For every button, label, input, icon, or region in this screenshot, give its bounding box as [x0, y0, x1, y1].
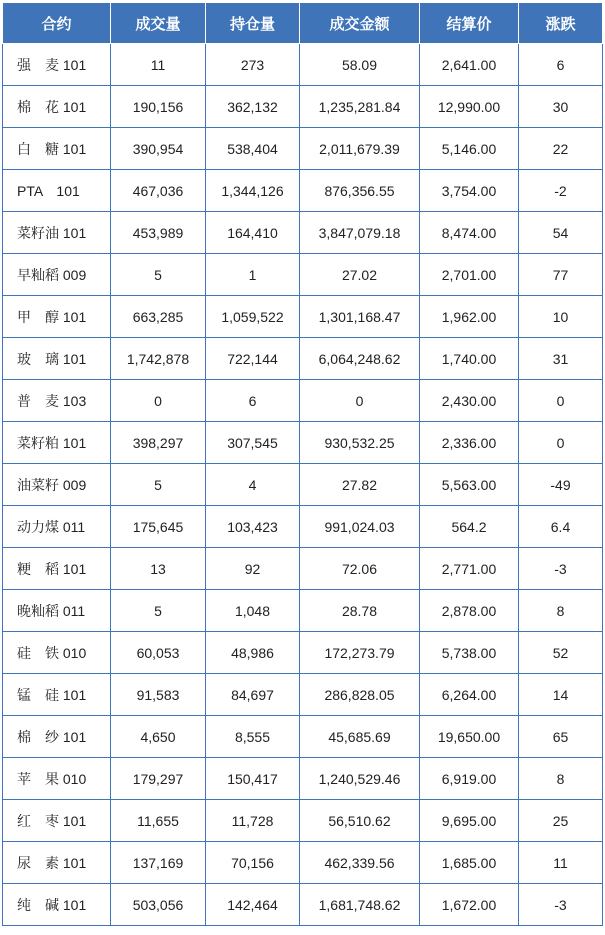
cell-open-interest: 307,545 [206, 422, 300, 464]
cell-change: 8 [519, 758, 603, 800]
cell-open-interest: 92 [206, 548, 300, 590]
table-row [3, 674, 603, 716]
table-row [3, 464, 603, 506]
cell-volume: 179,297 [111, 758, 206, 800]
cell-change: -49 [519, 464, 603, 506]
cell-turnover: 6,064,248.62 [300, 338, 420, 380]
cell-change: -3 [519, 884, 603, 926]
table-row [3, 212, 603, 254]
table-row [3, 170, 603, 212]
table-row [3, 506, 603, 548]
cell-open-interest: 6 [206, 380, 300, 422]
cell-contract: 早籼稻 009 [3, 254, 111, 296]
cell-change: 0 [519, 422, 603, 464]
cell-turnover: 58.09 [300, 44, 420, 86]
cell-change: 14 [519, 674, 603, 716]
cell-change: 0 [519, 380, 603, 422]
cell-change: 52 [519, 632, 603, 674]
cell-settle-price: 1,685.00 [420, 842, 519, 884]
cell-turnover: 72.06 [300, 548, 420, 590]
cell-volume: 467,036 [111, 170, 206, 212]
cell-open-interest: 4 [206, 464, 300, 506]
table-row [3, 548, 603, 590]
cell-volume: 13 [111, 548, 206, 590]
cell-open-interest: 48,986 [206, 632, 300, 674]
table-row [3, 716, 603, 758]
header-change: 涨跌 [519, 3, 603, 44]
futures-trading-table [2, 2, 603, 926]
cell-volume: 503,056 [111, 884, 206, 926]
cell-volume: 0 [111, 380, 206, 422]
cell-turnover: 1,235,281.84 [300, 86, 420, 128]
cell-change: 11 [519, 842, 603, 884]
cell-contract: 普 麦 103 [3, 380, 111, 422]
cell-settle-price: 1,962.00 [420, 296, 519, 338]
header-contract: 合约 [3, 3, 111, 44]
table-row [3, 842, 603, 884]
cell-change: 25 [519, 800, 603, 842]
header-volume: 成交量 [111, 3, 206, 44]
cell-change: 54 [519, 212, 603, 254]
table-row [3, 128, 603, 170]
cell-settle-price: 1,740.00 [420, 338, 519, 380]
table-row [3, 590, 603, 632]
header-open-interest: 持仓量 [206, 3, 300, 44]
cell-change: 30 [519, 86, 603, 128]
cell-contract: 粳 稻 101 [3, 548, 111, 590]
cell-settle-price: 2,641.00 [420, 44, 519, 86]
cell-contract: 锰 硅 101 [3, 674, 111, 716]
cell-contract: 苹 果 010 [3, 758, 111, 800]
cell-turnover: 930,532.25 [300, 422, 420, 464]
cell-open-interest: 70,156 [206, 842, 300, 884]
cell-volume: 137,169 [111, 842, 206, 884]
cell-settle-price: 5,146.00 [420, 128, 519, 170]
cell-volume: 663,285 [111, 296, 206, 338]
cell-contract: 纯 碱 101 [3, 884, 111, 926]
cell-settle-price: 2,878.00 [420, 590, 519, 632]
cell-open-interest: 11,728 [206, 800, 300, 842]
cell-turnover: 172,273.79 [300, 632, 420, 674]
cell-contract: 强 麦 101 [3, 44, 111, 86]
cell-open-interest: 722,144 [206, 338, 300, 380]
cell-open-interest: 150,417 [206, 758, 300, 800]
cell-volume: 5 [111, 254, 206, 296]
table-row [3, 800, 603, 842]
cell-turnover: 45,685.69 [300, 716, 420, 758]
cell-change: 77 [519, 254, 603, 296]
cell-turnover: 991,024.03 [300, 506, 420, 548]
table-row [3, 380, 603, 422]
table-row [3, 338, 603, 380]
cell-contract: 白 糖 101 [3, 128, 111, 170]
cell-settle-price: 3,754.00 [420, 170, 519, 212]
cell-contract: 棉 花 101 [3, 86, 111, 128]
cell-turnover: 3,847,079.18 [300, 212, 420, 254]
cell-open-interest: 1,344,126 [206, 170, 300, 212]
cell-open-interest: 1,059,522 [206, 296, 300, 338]
cell-open-interest: 362,132 [206, 86, 300, 128]
cell-settle-price: 6,919.00 [420, 758, 519, 800]
cell-open-interest: 1 [206, 254, 300, 296]
cell-volume: 5 [111, 464, 206, 506]
cell-turnover: 27.82 [300, 464, 420, 506]
cell-turnover: 0 [300, 380, 420, 422]
cell-turnover: 1,301,168.47 [300, 296, 420, 338]
cell-open-interest: 84,697 [206, 674, 300, 716]
cell-volume: 5 [111, 590, 206, 632]
cell-volume: 190,156 [111, 86, 206, 128]
futures-table-container [2, 2, 603, 926]
cell-change: 31 [519, 338, 603, 380]
cell-turnover: 1,681,748.62 [300, 884, 420, 926]
cell-volume: 60,053 [111, 632, 206, 674]
table-row [3, 44, 603, 86]
cell-settle-price: 6,264.00 [420, 674, 519, 716]
cell-turnover: 876,356.55 [300, 170, 420, 212]
cell-change: 10 [519, 296, 603, 338]
cell-settle-price: 2,701.00 [420, 254, 519, 296]
cell-open-interest: 8,555 [206, 716, 300, 758]
cell-settle-price: 2,430.00 [420, 380, 519, 422]
cell-turnover: 28.78 [300, 590, 420, 632]
cell-settle-price: 8,474.00 [420, 212, 519, 254]
cell-open-interest: 164,410 [206, 212, 300, 254]
table-row [3, 296, 603, 338]
cell-turnover: 27.02 [300, 254, 420, 296]
cell-settle-price: 1,672.00 [420, 884, 519, 926]
cell-open-interest: 142,464 [206, 884, 300, 926]
cell-contract: 玻 璃 101 [3, 338, 111, 380]
table-row [3, 884, 603, 926]
cell-volume: 175,645 [111, 506, 206, 548]
cell-settle-price: 9,695.00 [420, 800, 519, 842]
cell-settle-price: 564.2 [420, 506, 519, 548]
cell-contract: 动力煤 011 [3, 506, 111, 548]
cell-change: 22 [519, 128, 603, 170]
table-row [3, 254, 603, 296]
cell-contract: 尿 素 101 [3, 842, 111, 884]
cell-volume: 11,655 [111, 800, 206, 842]
cell-contract: 红 枣 101 [3, 800, 111, 842]
cell-contract: 菜籽粕 101 [3, 422, 111, 464]
cell-settle-price: 19,650.00 [420, 716, 519, 758]
cell-change: 65 [519, 716, 603, 758]
table-header-row [3, 3, 603, 44]
cell-open-interest: 1,048 [206, 590, 300, 632]
cell-contract: 油菜籽 009 [3, 464, 111, 506]
cell-volume: 398,297 [111, 422, 206, 464]
table-row [3, 86, 603, 128]
cell-turnover: 462,339.56 [300, 842, 420, 884]
cell-turnover: 286,828.05 [300, 674, 420, 716]
cell-change: 6 [519, 44, 603, 86]
cell-contract: 菜籽油 101 [3, 212, 111, 254]
cell-contract: PTA 101 [3, 170, 111, 212]
cell-turnover: 1,240,529.46 [300, 758, 420, 800]
cell-settle-price: 2,336.00 [420, 422, 519, 464]
header-settle-price: 结算价 [420, 3, 519, 44]
table-row [3, 758, 603, 800]
cell-volume: 390,954 [111, 128, 206, 170]
header-turnover: 成交金额 [300, 3, 420, 44]
cell-turnover: 56,510.62 [300, 800, 420, 842]
cell-volume: 11 [111, 44, 206, 86]
cell-contract: 晚籼稻 011 [3, 590, 111, 632]
table-row [3, 422, 603, 464]
cell-open-interest: 538,404 [206, 128, 300, 170]
cell-volume: 91,583 [111, 674, 206, 716]
table-body [3, 44, 603, 926]
cell-volume: 453,989 [111, 212, 206, 254]
cell-settle-price: 5,738.00 [420, 632, 519, 674]
cell-contract: 硅 铁 010 [3, 632, 111, 674]
cell-volume: 1,742,878 [111, 338, 206, 380]
cell-change: -2 [519, 170, 603, 212]
cell-open-interest: 273 [206, 44, 300, 86]
cell-volume: 4,650 [111, 716, 206, 758]
cell-contract: 棉 纱 101 [3, 716, 111, 758]
cell-open-interest: 103,423 [206, 506, 300, 548]
cell-settle-price: 2,771.00 [420, 548, 519, 590]
cell-settle-price: 12,990.00 [420, 86, 519, 128]
cell-settle-price: 5,563.00 [420, 464, 519, 506]
table-row [3, 632, 603, 674]
cell-change: -3 [519, 548, 603, 590]
cell-change: 8 [519, 590, 603, 632]
cell-contract: 甲 醇 101 [3, 296, 111, 338]
cell-turnover: 2,011,679.39 [300, 128, 420, 170]
cell-change: 6.4 [519, 506, 603, 548]
